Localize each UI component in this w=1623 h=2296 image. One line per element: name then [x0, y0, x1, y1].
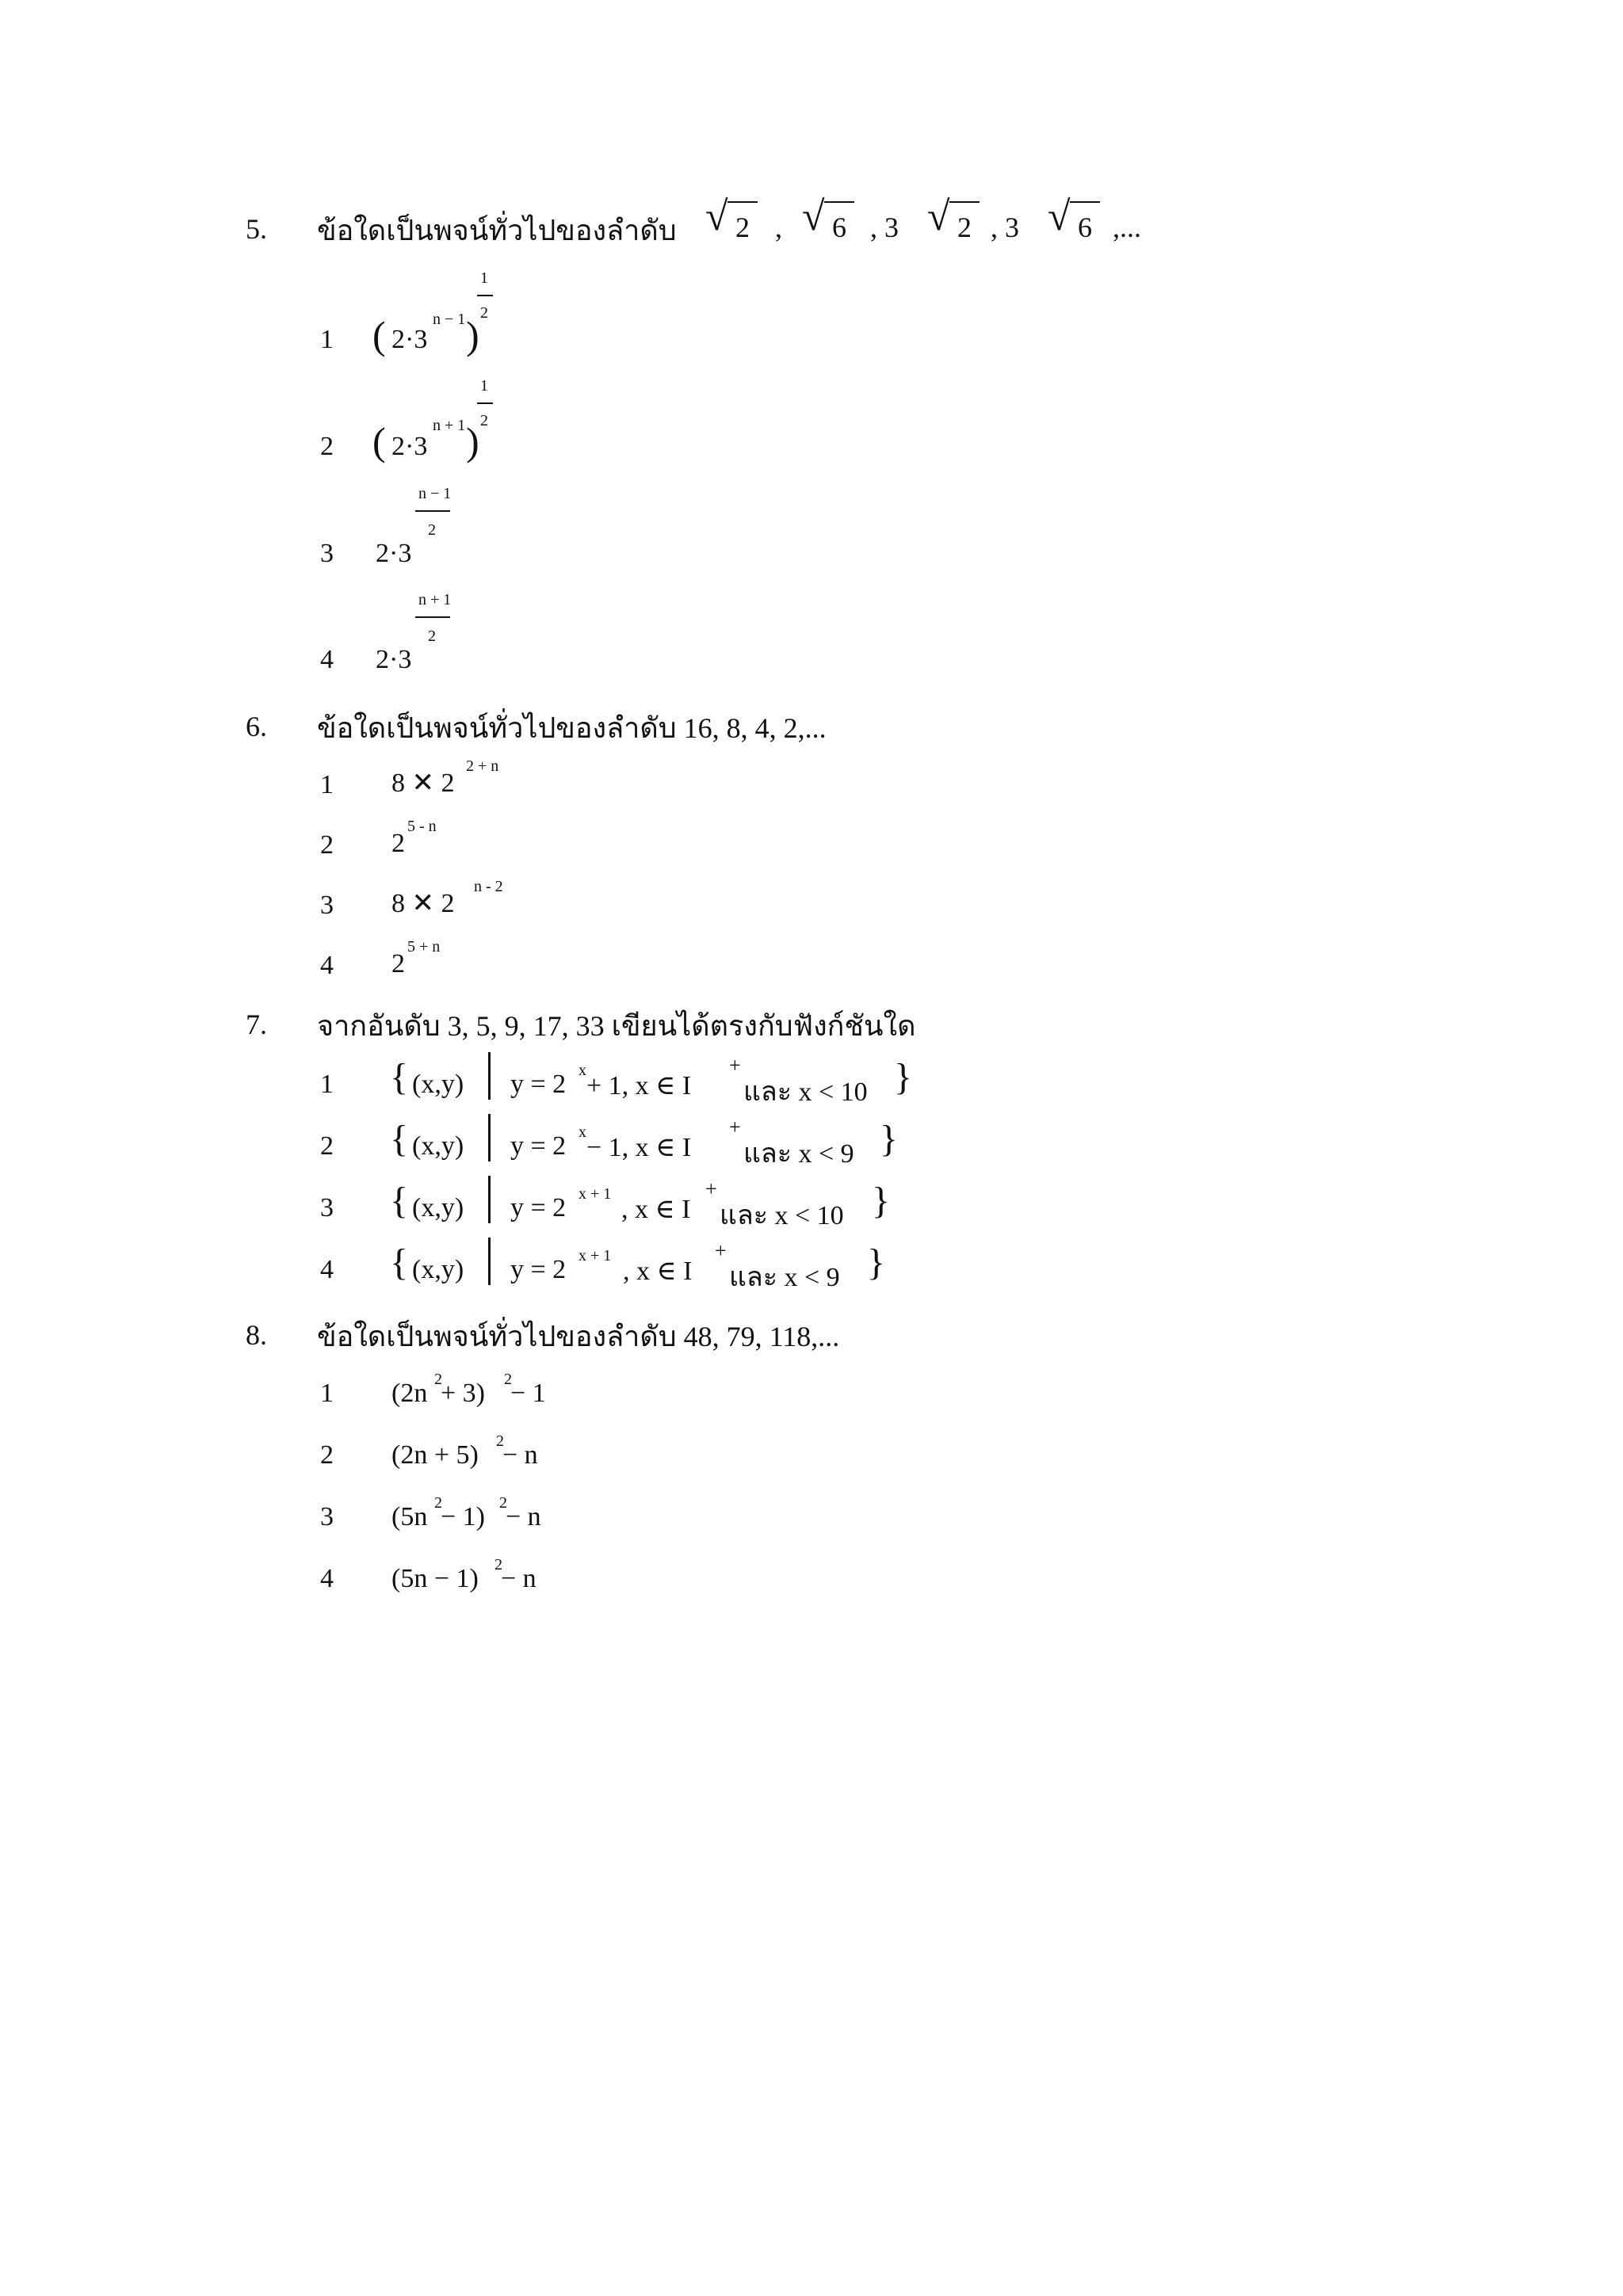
term-a: (5n − 1) — [391, 1564, 479, 1593]
plus-superscript: + — [715, 1239, 727, 1262]
base: 2 — [391, 949, 405, 978]
exponent: 2 + n — [466, 757, 499, 775]
plus-superscript: + — [729, 1054, 741, 1077]
right-brace: } — [872, 1180, 891, 1222]
term-c: − 1 — [510, 1379, 546, 1408]
left-brace: { — [390, 1180, 409, 1222]
option-number: 4 — [320, 951, 334, 980]
exponent: n − 1 — [433, 311, 466, 328]
equation-rest: , x ∈ I — [621, 1195, 691, 1224]
exponent-numerator: n − 1 — [418, 485, 452, 502]
term-b: + 3) — [441, 1379, 485, 1408]
term-c: − n — [506, 1502, 541, 1531]
radical-sign: √ — [927, 194, 950, 239]
question-text: ข้อใดเป็นพจน์ทั่วไปของลำดับ — [317, 215, 677, 246]
option-number: 3 — [320, 891, 334, 920]
exponent: x — [579, 1062, 586, 1079]
question-text: ข้อใดเป็นพจน์ทั่วไปของลำดับ 16, 8, 4, 2,... — [317, 712, 827, 744]
left-brace: { — [390, 1241, 409, 1283]
equation-lhs: y = 2 — [510, 1131, 567, 1161]
outer-exponent-numerator: 1 — [480, 377, 488, 395]
right-brace: } — [867, 1241, 886, 1283]
exponent: 2 — [434, 1371, 442, 1388]
condition: และ x < 10 — [743, 1077, 868, 1107]
option-number: 2 — [320, 1131, 334, 1161]
equation-lhs: y = 2 — [510, 1255, 567, 1284]
exponent-denominator: 2 — [428, 521, 436, 539]
ordered-pair: (x,y) — [412, 1193, 464, 1222]
option-number: 2 — [320, 830, 334, 860]
base: 2·3 — [391, 432, 428, 461]
separator: , 3 — [870, 212, 899, 243]
exponent: 5 + n — [407, 938, 441, 955]
base: 8 ✕ 2 — [391, 889, 455, 918]
separator: , 3 — [991, 212, 1019, 243]
exponent: 5 - n — [407, 818, 437, 835]
question-number: 6. — [246, 711, 267, 742]
base: 2·3 — [376, 645, 412, 674]
ordered-pair: (x,y) — [412, 1070, 464, 1099]
radical-sign: √ — [1048, 194, 1071, 239]
term-a: (2n + 5) — [391, 1440, 479, 1470]
term-b: − 1) — [441, 1502, 485, 1531]
exponent-denominator: 2 — [428, 627, 436, 645]
condition: และ x < 9 — [743, 1139, 854, 1169]
option-number: 1 — [320, 1070, 334, 1099]
radicand: 6 — [832, 212, 846, 243]
option-number: 2 — [320, 1440, 334, 1470]
right-brace: } — [880, 1118, 899, 1160]
plus-superscript: + — [705, 1177, 717, 1200]
exponent: 2 — [495, 1556, 502, 1573]
exponent-numerator: n + 1 — [418, 591, 452, 608]
option-number: 3 — [320, 1193, 334, 1222]
option-number: 4 — [320, 1255, 334, 1284]
exponent: 2 — [496, 1432, 504, 1450]
equation-lhs: y = 2 — [510, 1070, 567, 1099]
exponent: x + 1 — [579, 1247, 612, 1264]
left-brace: { — [390, 1118, 409, 1160]
term-a: (5n — [391, 1502, 428, 1531]
exponent: n - 2 — [474, 878, 503, 895]
right-brace: } — [894, 1056, 913, 1098]
left-brace: { — [390, 1056, 409, 1098]
condition: และ x < 10 — [720, 1201, 844, 1230]
ordered-pair: (x,y) — [412, 1131, 464, 1161]
equation-rest: , x ∈ I — [623, 1257, 693, 1286]
question-number: 5. — [246, 213, 267, 245]
question-number: 7. — [246, 1009, 267, 1040]
base: 2·3 — [376, 539, 412, 568]
equation-lhs: y = 2 — [510, 1193, 567, 1222]
outer-exponent-denominator: 2 — [480, 412, 488, 429]
option-number: 2 — [320, 432, 334, 461]
radical-sign: √ — [705, 194, 728, 239]
option-number: 4 — [320, 1564, 334, 1593]
exponent: x — [579, 1123, 586, 1141]
exponent: n + 1 — [433, 417, 466, 434]
option-number: 1 — [320, 325, 334, 354]
radicand: 6 — [1078, 212, 1092, 243]
term-a: (2n — [391, 1379, 428, 1408]
option-number: 4 — [320, 645, 334, 674]
question-text: จากอันดับ 3, 5, 9, 17, 33 เขียนได้ตรงกับฟังก์ชันใด — [317, 1010, 916, 1042]
radicand: 2 — [735, 212, 750, 243]
base: 2 — [391, 829, 405, 858]
separator: , — [775, 212, 782, 243]
question-number: 8. — [246, 1319, 267, 1351]
outer-exponent-denominator: 2 — [480, 304, 488, 322]
exponent: x + 1 — [579, 1185, 612, 1203]
exponent: 2 — [499, 1494, 507, 1512]
question-text: ข้อใดเป็นพจน์ทั่วไปของลำดับ 48, 79, 118,... — [317, 1321, 840, 1352]
option-number: 1 — [320, 1379, 334, 1408]
outer-exponent-numerator: 1 — [480, 269, 488, 287]
radicand: 2 — [957, 212, 972, 243]
equation-rest: + 1, x ∈ I — [586, 1071, 692, 1100]
plus-superscript: + — [729, 1116, 741, 1138]
option-number: 1 — [320, 770, 334, 799]
term-c: − n — [501, 1564, 537, 1593]
option-number: 3 — [320, 539, 334, 568]
base: 2·3 — [391, 325, 428, 354]
base: 8 ✕ 2 — [391, 769, 455, 798]
exponent: 2 — [504, 1371, 512, 1388]
option-number: 3 — [320, 1502, 334, 1531]
ordered-pair: (x,y) — [412, 1255, 464, 1284]
separator: ,... — [1113, 212, 1141, 243]
exponent: 2 — [434, 1494, 442, 1512]
condition: และ x < 9 — [729, 1263, 840, 1292]
term-c: − n — [502, 1440, 538, 1470]
radical-sign: √ — [802, 194, 825, 239]
equation-rest: − 1, x ∈ I — [586, 1133, 692, 1162]
